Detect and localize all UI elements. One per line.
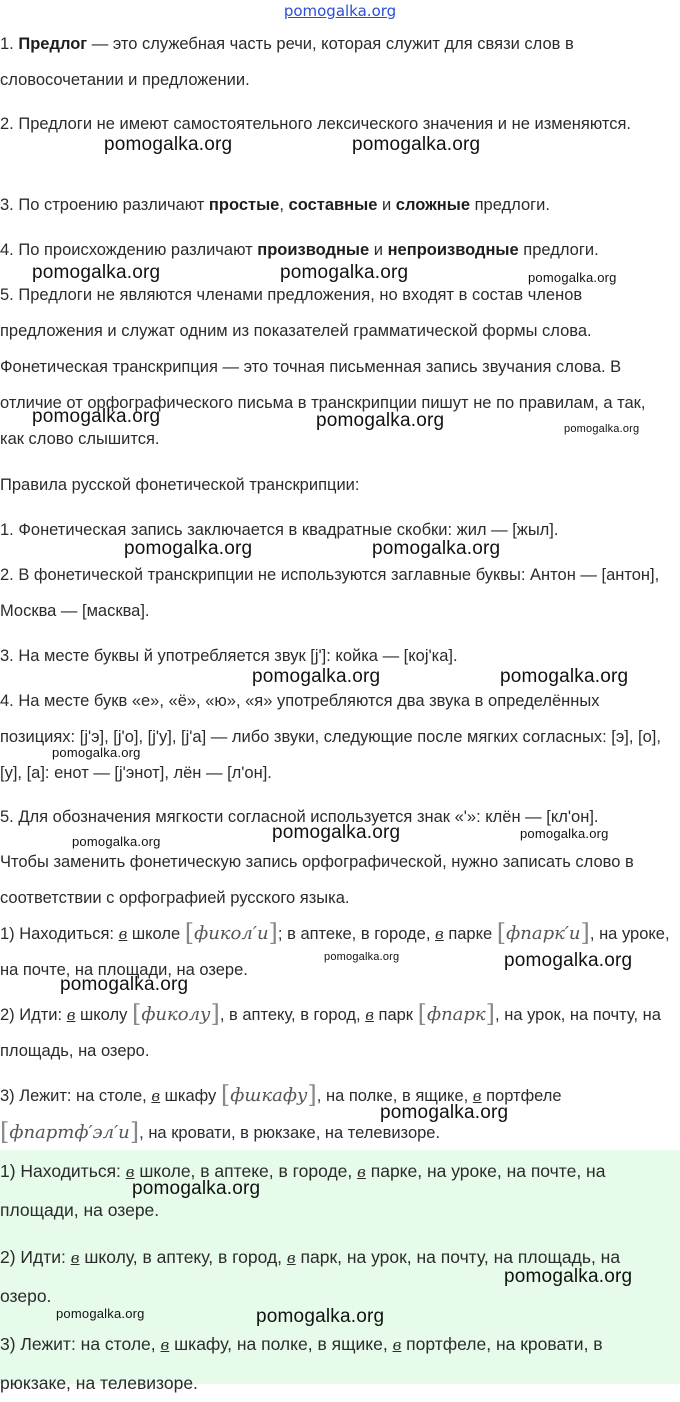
transcription-3b: [фпартф′эл′и]	[0, 1118, 140, 1146]
rule-5: 5. Для обозначения мягкости согласной используется знак «'»: клён — [кл'он].	[0, 808, 599, 826]
rule-3: 3. На месте буквы й употребляется звук [j']: койка — [коj'ка].	[0, 647, 458, 665]
rule-4: 4. На месте букв «е», «ё», «ю», «я» употребляются два звука в определённых позициях: [j'э], [j'о], [j'у], [j'а] — либо звуки, следующие после мягких согласных: [э], [о], [у], [а]: енот — [j'энот], лён — [л'он].	[0, 692, 661, 782]
watermark: pomogalka.org	[252, 666, 381, 687]
watermark: pomogalka.org	[52, 745, 141, 760]
watermark: pomogalka.org	[280, 262, 409, 283]
example-2: 2) Идти: в школу [фиколу], в аптеку, в город, в парк [фпарк], на урок, на почту, на площадь, на озеро.	[0, 1000, 661, 1060]
transcription-3a: [фшкафу]	[220, 1081, 317, 1109]
watermark: pomogalka.org	[132, 1178, 261, 1199]
watermark: pomogalka.org	[324, 951, 400, 963]
watermark: pomogalka.org	[60, 974, 189, 995]
paragraph-2: 2. Предлоги не имеют самостоятельного лексического значения и не изменяются.	[0, 115, 631, 133]
watermark: pomogalka.org	[72, 834, 161, 849]
answer-1: 1) Находиться: в школе, в аптеке, в городе, в парке, на уроке, на почте, на площади, на озере.	[0, 1161, 606, 1220]
paragraph-conversion: Чтобы заменить фонетическую запись орфографической, нужно записать слово в соответствии с орфографией русского языка.	[0, 853, 634, 907]
watermark: pomogalka.org	[256, 1306, 385, 1327]
transcription-2a: [фиколу]	[131, 1000, 220, 1028]
transcription-1b: [фпарк′и]	[496, 919, 590, 947]
watermark: pomogalka.org	[528, 270, 617, 285]
paragraph-transcription-definition: Фонетическая транскрипция — это точная письменная запись звучания слова. В отличие от орфографического письма в транскрипции пишут не по правилам, а так, как слово слышится.	[0, 358, 646, 448]
paragraph-5: 5. Предлоги не являются членами предложения, но входят в состав членов предложения и служат одним из показателей грамматической формы слова.	[0, 286, 592, 340]
transcription-2b: [фпарк]	[417, 1000, 496, 1028]
watermark: pomogalka.org	[372, 538, 501, 559]
watermark: pomogalka.org	[104, 134, 233, 155]
example-1: 1) Находиться: в школе [фикол′и]; в аптеке, в городе, в парке [фпарк′и], на уроке, на почте, на площади, на озере.	[0, 919, 670, 979]
paragraph-4: 4. По происхождению различают производные и непроизводные предлоги.	[0, 241, 599, 259]
watermark: pomogalka.org	[504, 950, 633, 971]
watermark: pomogalka.org	[32, 406, 161, 427]
watermark: pomogalka.org	[32, 262, 161, 283]
rules-heading: Правила русской фонетической транскрипции:	[0, 476, 360, 494]
rule-2: 2. В фонетической транскрипции не используются заглавные буквы: Антон — [антон], Москва — [масква].	[0, 566, 660, 620]
watermark: pomogalka.org	[380, 1102, 509, 1123]
watermark: pomogalka.org	[520, 826, 609, 841]
paragraph-3: 3. По строению различают простые, составные и сложные предлоги.	[0, 196, 550, 214]
watermark: pomogalka.org	[56, 1306, 145, 1321]
watermark: pomogalka.org	[272, 822, 401, 843]
answer-3: 3) Лежит: на столе, в шкафу, на полке, в ящике, в портфеле, на кровати, в рюкзаке, на телевизоре.	[0, 1334, 603, 1393]
watermark: pomogalka.org	[124, 538, 253, 559]
rule-1: 1. Фонетическая запись заключается в квадратные скобки: жил — [жыл].	[0, 521, 559, 539]
transcription-1a: [фикол′и]	[184, 919, 278, 947]
answer-2: 2) Идти: в школу, в аптеку, в город, в парк, на урок, на почту, на площадь, на озеро.	[0, 1247, 621, 1306]
watermark: pomogalka.org	[352, 134, 481, 155]
example-3: 3) Лежит: на столе, в шкафу [фшкафу], на полке, в ящике, в портфеле [фпартф′эл′и], на кровати, в рюкзаке, на телевизоре.	[0, 1081, 562, 1146]
term-predlog: Предлог	[18, 35, 88, 53]
paragraph-1: 1. Предлог — это служебная часть речи, которая служит для связи слов в словосочетании и предложении.	[0, 35, 574, 89]
watermark: pomogalka.org	[316, 410, 445, 431]
watermark: pomogalka.org	[504, 1266, 633, 1287]
watermark: pomogalka.org	[500, 666, 629, 687]
watermark: pomogalka.org	[564, 423, 640, 435]
site-header-link[interactable]: pomogalka.org	[283, 2, 397, 20]
